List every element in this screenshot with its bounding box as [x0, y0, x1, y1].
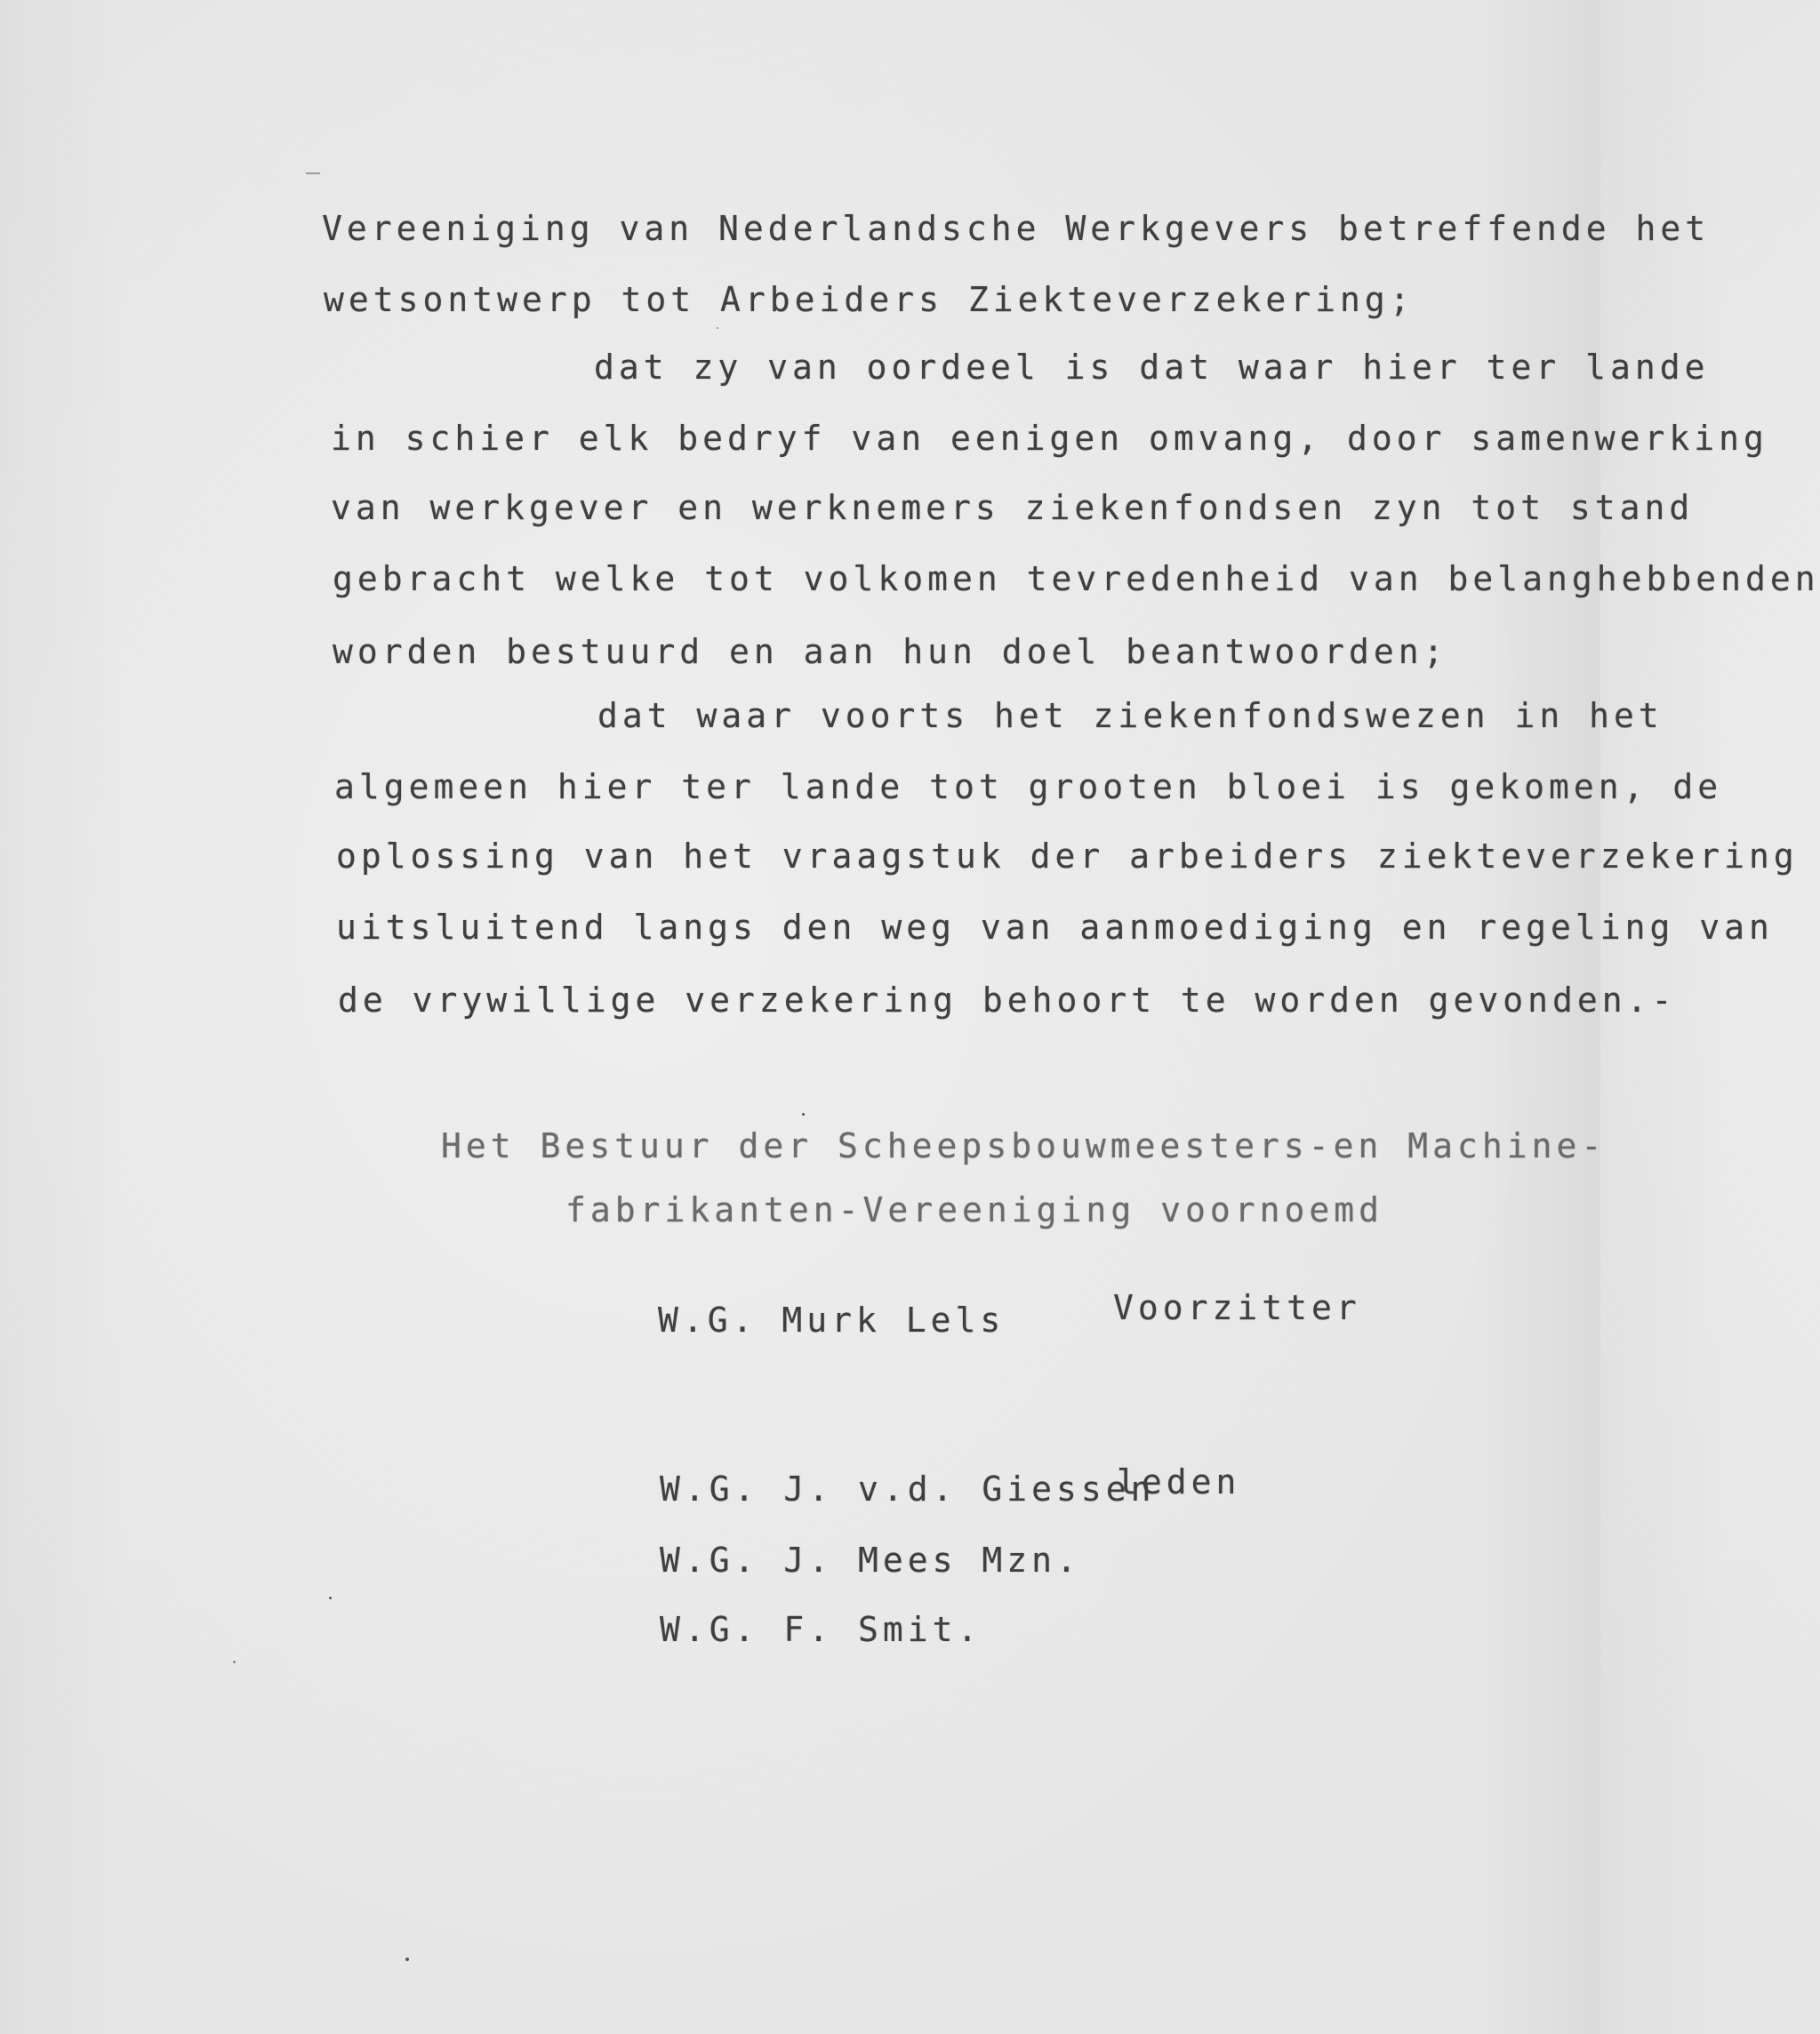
- chair-name: W.G. Murk Lels: [658, 1301, 1006, 1340]
- body-line-6: gebracht welke tot volkomen tevredenheid van belanghebbenden: [333, 559, 1820, 598]
- chair-role: Voorzitter: [1113, 1288, 1361, 1327]
- body-line-12: de vrywillige verzekering behoort te worden gevonden.-: [338, 981, 1677, 1020]
- scan-speck: [233, 1661, 236, 1663]
- body-line-8: dat waar voorts het ziekenfondswezen in het: [597, 696, 1664, 735]
- scan-speck: [802, 1113, 805, 1116]
- closing-board-line-2: fabrikanten-Vereeniging voornoemd: [565, 1190, 1383, 1229]
- closing-board-line-1: Het Bestuur der Scheepsbouwmeesters-en Machine-: [441, 1126, 1607, 1165]
- scan-speck: [717, 327, 718, 329]
- body-line-10: oplossing van het vraagstuk der arbeiders ziekteverzekering: [336, 837, 1799, 876]
- body-line-1: Vereeniging van Nederlandsche Werkgevers betreffende het: [322, 209, 1711, 248]
- body-line-9: algemeen hier ter lande tot grooten bloei is gekomen, de: [334, 767, 1723, 806]
- member-name-2: W.G. J. Mees Mzn.: [660, 1541, 1081, 1580]
- body-line-5: van werkgever en werknemers ziekenfondsen zyn tot stand: [331, 488, 1695, 527]
- body-line-7: worden bestuurd en aan hun doel beantwoorden;: [333, 632, 1448, 671]
- margin-mark: [306, 172, 320, 174]
- body-line-11: uitsluitend langs den weg van aanmoediging en regeling van: [336, 908, 1774, 947]
- body-line-4: in schier elk bedryf van eenigen omvang, door samenwerking: [331, 419, 1768, 458]
- body-line-2: wetsontwerp tot Arbeiders Ziekteverzekering;: [324, 280, 1415, 319]
- members-role: leden: [1117, 1462, 1241, 1501]
- member-name-1: W.G. J. v.d. Giessen: [660, 1469, 1156, 1509]
- scan-speck: [329, 1597, 332, 1599]
- scan-speck: [405, 1958, 409, 1961]
- body-line-3: dat zy van oordeel is dat waar hier ter lande: [594, 348, 1710, 387]
- member-name-3: W.G. F. Smit.: [660, 1610, 982, 1649]
